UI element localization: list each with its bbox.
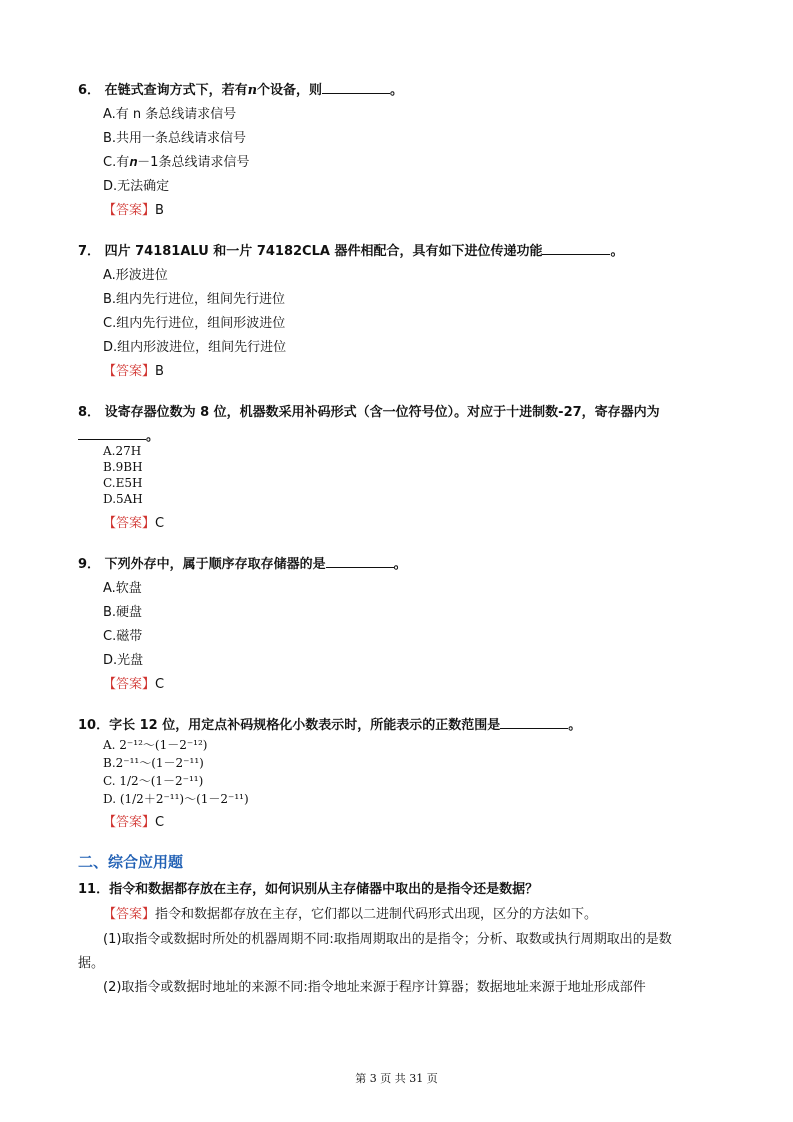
answer-tag: 【答案】 bbox=[103, 516, 156, 531]
answer-value: C bbox=[155, 516, 165, 531]
q6-option-a: A.有 n 条总线请求信号 bbox=[103, 107, 237, 122]
answer-value: B bbox=[155, 364, 164, 379]
answer-blank bbox=[326, 557, 394, 568]
q10-answer bbox=[103, 811, 164, 830]
answer-blank bbox=[542, 244, 610, 255]
answer-value: C bbox=[155, 815, 165, 830]
question-9-stem bbox=[78, 553, 407, 572]
q8-option-d: D.5AH bbox=[103, 492, 143, 506]
question-10-stem bbox=[78, 714, 581, 733]
q10-option-b: B.2⁻¹¹～(1－2⁻¹¹) bbox=[103, 756, 204, 770]
q9-stem-prefix: 9． 下列外存中，属于顺序存取存储器的是 bbox=[78, 557, 326, 572]
q8-answer bbox=[103, 512, 164, 531]
q9-option-d: D.光盘 bbox=[103, 653, 144, 668]
answer-tag: 【答案】 bbox=[103, 203, 156, 218]
q9-answer bbox=[103, 673, 164, 692]
q7-option-d: D.组内形波进位，组间先行进位 bbox=[103, 340, 287, 355]
page-footer: 第 3 页 共 31 页 bbox=[355, 1072, 438, 1085]
q9-option-a: A.软盘 bbox=[103, 581, 142, 596]
q6-option-b: B.共用一条总线请求信号 bbox=[103, 131, 247, 146]
answer-blank bbox=[322, 83, 390, 94]
answer-tag: 【答案】 bbox=[103, 677, 156, 692]
q9-option-b: B.硬盘 bbox=[103, 605, 143, 620]
q6-stem-prefix: 6． 在链式查询方式下，若有 bbox=[78, 83, 248, 98]
answer-tag: 【答案】 bbox=[103, 815, 156, 830]
q11-para1-line2: 据。 bbox=[78, 956, 105, 971]
q8-option-a: A.27H bbox=[103, 444, 142, 458]
q6-stem-var: n bbox=[247, 83, 258, 98]
question-8-stem-line2 bbox=[78, 425, 159, 444]
q10-stem-end: 。 bbox=[568, 718, 582, 733]
q6-answer bbox=[103, 199, 164, 218]
q7-option-b: B.组内先行进位，组间先行进位 bbox=[103, 292, 286, 307]
answer-blank bbox=[500, 718, 568, 729]
question-8-stem-line1: 8． 设寄存器位数为 8 位，机器数采用补码形式（含一位符号位）。对应于十进制数-27，寄存器内为 bbox=[78, 405, 660, 420]
answer-value: B bbox=[155, 203, 164, 218]
q7-option-a: A.形波进位 bbox=[103, 268, 168, 283]
q10-option-a: A. 2⁻¹²～(1－2⁻¹²) bbox=[103, 738, 208, 752]
q10-stem-prefix: 10．字长 12 位，用定点补码规格化小数表示时，所能表示的正数范围是 bbox=[78, 718, 501, 733]
q10-option-d: D. (1/2＋2⁻¹¹)～(1－2⁻¹¹) bbox=[103, 792, 249, 806]
answer-tag: 【答案】 bbox=[103, 907, 156, 922]
q8-option-c: C.E5H bbox=[103, 476, 143, 490]
q6-option-c: C.有𝒏－1条总线请求信号 bbox=[103, 155, 250, 170]
q11-answer bbox=[103, 903, 597, 922]
question-11-stem: 11．指令和数据都存放在主存，如何识别从主存储器中取出的是指令还是数据？ bbox=[78, 882, 539, 897]
question-7-stem bbox=[78, 240, 623, 259]
answer-tag: 【答案】 bbox=[103, 364, 156, 379]
answer-blank bbox=[78, 429, 146, 440]
q6-stem-end: 。 bbox=[390, 83, 404, 98]
q11-para1-line1: (1)取指令或数据时所处的机器周期不同:取指周期取出的是指令；分析、取数或执行周期取出的是数 bbox=[103, 932, 672, 947]
q9-option-c: C.磁带 bbox=[103, 629, 143, 644]
q11-answer-text: 指令和数据都存放在主存，它们都以二进制代码形式出现，区分的方法如下。 bbox=[155, 907, 598, 922]
q6-stem-suffix: 个设备，则 bbox=[257, 83, 323, 98]
section-title: 二、综合应用题 bbox=[78, 853, 184, 871]
question-6-stem bbox=[78, 79, 403, 98]
q7-option-c: C.组内先行进位，组间形波进位 bbox=[103, 316, 286, 331]
q8-option-b: B.9BH bbox=[103, 460, 143, 474]
q10-option-c: C. 1/2～(1－2⁻¹¹) bbox=[103, 774, 204, 788]
q7-answer bbox=[103, 360, 164, 379]
q11-para2: (2)取指令或数据时地址的来源不同:指令地址来源于程序计算器；数据地址来源于地址形成部件 bbox=[103, 980, 646, 995]
q6-option-d: D.无法确定 bbox=[103, 179, 170, 194]
answer-value: C bbox=[155, 677, 165, 692]
q9-stem-end: 。 bbox=[393, 557, 407, 572]
q7-stem-prefix: 7． 四片 74181ALU 和一片 74182CLA 器件相配合，具有如下进位传递功能 bbox=[78, 244, 543, 259]
q8-stem-end: 。 bbox=[146, 429, 160, 444]
q7-stem-end: 。 bbox=[610, 244, 624, 259]
